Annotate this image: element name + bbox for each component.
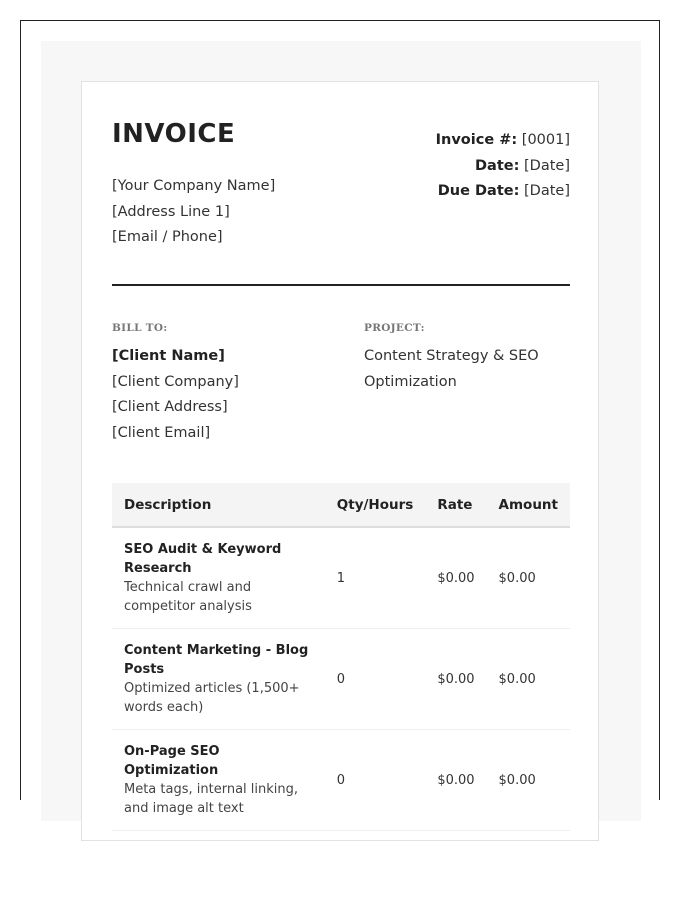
bill-to-block — [112, 322, 352, 446]
header-amount: Amount — [487, 483, 570, 527]
client-name: [Client Name] — [112, 348, 225, 364]
viewport-frame — [20, 20, 660, 816]
row-qty: 0 — [325, 730, 426, 831]
line-items-table — [112, 483, 570, 831]
row-amount: $0.00 — [487, 629, 570, 730]
company-name: [Your Company Name] — [112, 178, 276, 194]
client-company: [Client Company] — [112, 373, 239, 390]
company-address: [Address Line 1] — [112, 203, 230, 220]
invoice-meta — [436, 128, 570, 205]
row-rate: $0.00 — [425, 730, 486, 831]
bill-to-details — [112, 344, 352, 446]
item-title: Content Marketing - Blog Posts — [124, 643, 309, 677]
invoice-content — [112, 118, 570, 816]
invoice-number-row — [436, 128, 570, 154]
invoice-date-value: [Date] — [524, 157, 570, 174]
invoice-number-value: [0001] — [521, 132, 570, 148]
table-row — [112, 629, 570, 730]
bill-to-label: BILL TO: — [112, 322, 168, 334]
invoice-due-row — [436, 179, 570, 205]
row-amount: $0.00 — [487, 730, 570, 831]
client-address: [Client Address] — [112, 399, 228, 415]
header-description: Description — [112, 483, 325, 527]
invoice-due-label: Due Date: — [437, 183, 520, 199]
page-background — [41, 41, 641, 821]
item-subtitle: Technical crawl and competitor analysis — [124, 580, 252, 614]
row-amount: $0.00 — [487, 527, 570, 629]
invoice-date-label: Date: — [475, 157, 520, 174]
item-title: On-Page SEO Optimization — [124, 744, 220, 778]
invoice-title: INVOICE — [112, 119, 236, 149]
project-label: PROJECT: — [364, 322, 425, 334]
header-qty: Qty/Hours — [325, 483, 426, 527]
header-divider — [112, 284, 570, 286]
row-qty: 0 — [325, 629, 426, 730]
project-name: Content Strategy & SEO Optimization — [364, 348, 539, 390]
company-contact: [Email / Phone] — [112, 229, 223, 245]
row-description — [112, 730, 325, 831]
row-rate: $0.00 — [425, 527, 486, 629]
row-description — [112, 629, 325, 730]
invoice-number-label: Invoice #: — [435, 132, 518, 148]
row-rate: $0.00 — [425, 629, 486, 730]
table-row — [112, 527, 570, 629]
invoice-date-row — [436, 154, 570, 180]
item-subtitle: Optimized articles (1,500+ words each) — [124, 681, 300, 715]
row-description — [112, 527, 325, 629]
row-qty: 1 — [325, 527, 426, 629]
item-subtitle: Meta tags, internal linking, and image alt text — [124, 782, 299, 816]
invoice-due-value: [Date] — [524, 183, 570, 199]
table-row — [112, 730, 570, 831]
header-rate: Rate — [425, 483, 486, 527]
item-title: SEO Audit & Keyword Research — [124, 542, 282, 576]
table-header-row — [112, 483, 570, 527]
client-email: [Client Email] — [112, 424, 211, 441]
project-block — [364, 322, 570, 395]
invoice-sheet — [81, 81, 599, 841]
